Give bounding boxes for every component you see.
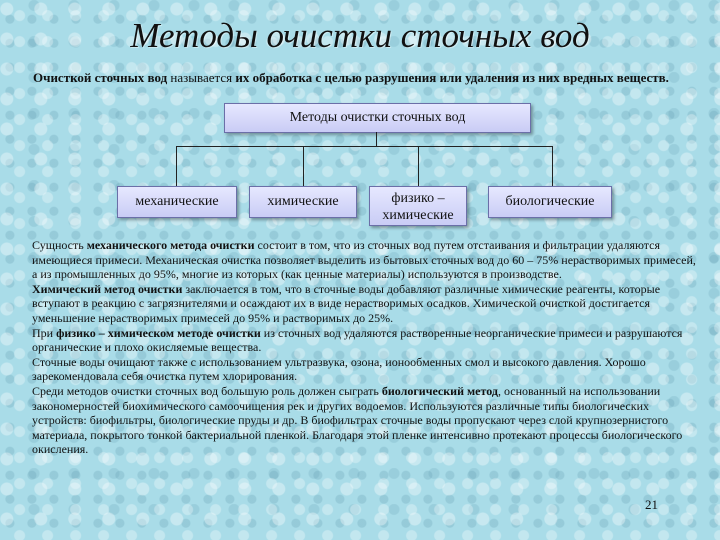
paragraph-term: физико – химическом методе очистки: [56, 325, 261, 340]
paragraph-text: Среди методов очистки сточных вод большую роль должен сыграть: [32, 383, 382, 398]
paragraph-physicochemical: [32, 326, 700, 355]
body-text: [32, 238, 700, 457]
paragraph-term: биологический метод: [381, 383, 498, 398]
definition-term: Очисткой сточных вод: [33, 70, 168, 85]
diagram-root-box: Методы очистки сточных вод: [224, 103, 531, 133]
paragraph-mechanical: [32, 238, 700, 282]
paragraph-biological: [32, 384, 700, 457]
paragraph-chemical: [32, 282, 700, 326]
paragraph-text: из сточных вод удаляются растворенные неорганические примеси и разрушаются органические и плохо окисляемые вещества.: [32, 325, 683, 355]
connector-line: [418, 146, 419, 186]
connector-line: [176, 146, 553, 147]
paragraph-term: Химический метод очистки: [32, 281, 183, 296]
connector-line: [176, 146, 177, 186]
definition-connector: называется: [167, 70, 236, 85]
paragraph-text: Сточные воды очищают также с использованием ультразвука, озона, ионообменных смол и высокого давления. Хорошо зарекомендовала себя очистка путем хлорирования.: [32, 354, 646, 384]
paragraph-text: состоит в том, что из сточных вод путем отстаивания и фильтрации удаляются имеющиеся примеси. Механическая очистка позволяет выделить из бытовых сточных вод до 60 – 75% нерастворимых примесей, а из промышленных до 95%, многие из которых (как ценные материалы) используются в производстве.: [32, 238, 696, 282]
paragraph-text: При: [32, 325, 57, 340]
diagram-box-physicochemical: физико – химические: [369, 186, 467, 226]
definition-text: [33, 70, 673, 85]
diagram-box-mechanical: механические: [117, 186, 237, 218]
paragraph-term: механического метода очистки: [86, 238, 255, 252]
connector-line: [552, 146, 553, 186]
connector-line: [376, 132, 377, 146]
connector-line: [303, 146, 304, 186]
paragraph-text: Сущность: [32, 238, 87, 252]
definition-meaning: их обработка с целью разрушения или удаления из них вредных веществ.: [235, 70, 669, 85]
diagram-box-chemical: химические: [249, 186, 357, 218]
paragraph-text: заключается в том, что в сточные воды добавляют различные химические реагенты, которые вступают в реакцию с загрязнителями и осаждают их в виде нерастворимых осадков. Химической очисткой достигается уменьшение нерастворимых примесей до 95% и растворимых до 25%.: [32, 281, 661, 325]
paragraph-text: , основанный на использовании закономерностей биохимического самоочищения рек и других водоемов. Используются различные типы биологических устройств: биофильтры, биологические пруды и др. В биофильтрах сточные воды пропускают через слой крупнозернистого материала, покрытого тонкой бактериальной пленкой. Благодаря этой пленке интенсивно протекают процессы биологического окисления.: [32, 383, 683, 457]
page-number: 21: [645, 497, 658, 512]
diagram-box-biological: биологические: [488, 186, 612, 218]
slide-title: Методы очистки сточных вод: [130, 16, 590, 55]
paragraph-other-methods: [32, 355, 700, 384]
